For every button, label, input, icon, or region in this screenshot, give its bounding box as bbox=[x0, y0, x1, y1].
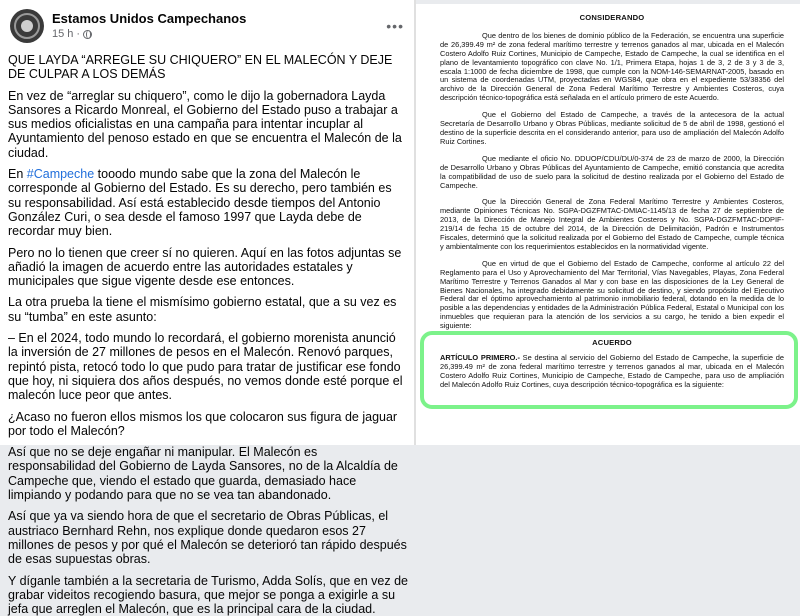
paragraph-rest: tooodo mundo sabe que la zona del Malecón le corresponde al Gobierno del Estado. Es su derecho, pero también es su responsabilidad. Así está establecido desde tiempos del Antonio González Curi, o sea desde el famoso 1997 que Layda debe de recordar muy bien. bbox=[8, 167, 392, 238]
globe-icon bbox=[83, 30, 92, 39]
header-text bbox=[52, 11, 386, 41]
post-paragraph: En vez de “arreglar su chiquero”, como le dijo la gobernadora Layda Sansores a Ricardo Monreal, el Gobierno del Estado puso a trabajar a sus medios oficialistas en una campaña para intentar incuplar al Ayuntamiento del penoso estado en que se encuentra el Malecón de la ciudad. bbox=[8, 89, 408, 160]
document-page bbox=[426, 6, 798, 445]
document-paragraph: Que mediante el oficio No. DDUOP/CDU/DU/0-374 de 23 de marzo de 2000, la Dirección de Desarrollo Urbano y Obras Públicas del Ayuntamiento de Campeche, emitió constancia que acredita la compatibilidad de uso de suelo para la solicitud de destino realizada por el Gobierno del Estado de Campeche. bbox=[440, 155, 784, 191]
post-paragraph: Pero no lo tienen que creer sí no quieren. Aquí en las fotos adjuntas se añadió la imagen de acuerdo entre las autoridades estatales y municipales que sigue vigente desde ese entonces. bbox=[8, 246, 408, 289]
acuerdo-heading: ACUERDO bbox=[440, 339, 784, 348]
article-text: Se destina al servicio del Gobierno del Estado de Campeche, la superficie de 26,399.49 m² de zona federal marítimo terrestre y terrenos ganados al mar, ubicada en el Malecón Costero Adolfo Ruiz Cortines, Municipio de Campeche, Estado de Campeche, para uso de ampliación del Malecón Adolfo Ruiz Cortines, cuya descripción técnico-topográfica es la siguiente: bbox=[440, 353, 784, 389]
post-paragraph: Y díganle también a la secretaria de Turismo, Adda Solís, que en vez de grabar videitos recogiendo basura, que mejor se ponga a exigirle a su jefa que arreglen el Malecón, que es la principal cara de la ciudad. bbox=[8, 574, 408, 616]
post-time[interactable]: 15 h bbox=[52, 27, 73, 41]
avatar-core bbox=[21, 20, 33, 32]
paragraph-prefix: En bbox=[8, 167, 27, 181]
post-paragraph bbox=[8, 167, 408, 238]
meta-separator: · bbox=[76, 27, 80, 41]
page-name-link[interactable]: Estamos Unidos Campechanos bbox=[52, 11, 386, 27]
document-paragraph: Que dentro de los bienes de dominio público de la Federación, se encuentra una superficie de 26,399.49 m² de zona federal marítimo terrestre y terrenos ganados al mar, ubicada en el Malecón Costero Adolfo Ruiz Cortines, Municipio de Campeche, Estado de Campeche, la cual se identifica en el plano de levantamiento topográfico con clave No. 1/1, Primera Etapa, hojas 1 de 3, 2 de 3 y 3 de 3, escala 1:1000 de fecha diciembre de 1998, que cumple con la NOM-146-SEMARNAT-2005, basado en un sistema de coordenadas UTM, proyectadas en WGS84, que obra en el expediente 53/38356 del archivo de la Dirección General de Zona Federal Marítimo Terrestre y Ambientes Costeros, cuya descripción técnico-topográfica está señalada en el artículo primero de este Acuerdo. bbox=[440, 32, 784, 103]
post-paragraph: – En el 2024, todo mundo lo recordará, el gobierno morenista anunció la inversión de 27 millones de pesos en el Malecón. Renovó parques, repintó pista, retocó todo lo que pudo para tratar de justificar ese fondo que hoy, ni siquiera dos años después, no vemos donde esté porque el malecón luce peor que antes. bbox=[8, 331, 408, 402]
hashtag-link[interactable]: #Campeche bbox=[27, 167, 94, 181]
post-title: QUE LAYDA “ARREGLE SU CHIQUERO” EN EL MALECÓN Y DEJE DE CULPAR A LOS DEMÁS bbox=[8, 53, 408, 82]
acuerdo-article bbox=[440, 354, 784, 390]
post-paragraph: ¿Acaso no fueron ellos mismos los que colocaron sus figura de jaguar por todo el Malecón? bbox=[8, 410, 408, 439]
article-label: ARTÍCULO PRIMERO.- bbox=[440, 353, 520, 362]
attached-document-image[interactable] bbox=[416, 0, 800, 445]
document-paragraph: Que el Gobierno del Estado de Campeche, a través de la antecesora de la actual Secretaría de Desarrollo Urbano y Obras Públicas, mediante solicitud de 5 de abril de 1998, gestionó el destino de la superficie descrita en el considerando anterior, para uso de ampliación del Malecón Adolfo Ruiz Cortines. bbox=[440, 111, 784, 147]
post-header bbox=[8, 8, 408, 44]
facebook-post bbox=[0, 0, 416, 445]
post-paragraph: La otra prueba la tiene el mismísimo gobierno estatal, que a su vez es su “tumba” en este asunto: bbox=[8, 295, 408, 324]
document-paragraph: Que la Dirección General de Zona Federal Marítimo Terrestre y Ambientes Costeros, mediante Opiniones Técnicas No. SGPA-DGZFMTAC-DMIAC-1145/13 de fecha 27 de septiembre de 2013, de la Dirección de Manejo Integral de Ambientes Costeros y No. SGPA-DGZFMTAC-DDPIF-219/14 de fecha 15 de octubre del 2014, de la Dirección de Delimitación, Padrón e Instrumentos Fiscales, determinó que la solicitud realizada por el Gobierno del Estado de Campeche, cumple técnica y ambientalmente con los requerimientos establecidos en la normatividad vigente. bbox=[440, 198, 784, 251]
post-paragraph: Así que ya va siendo hora de que el secretario de Obras Públicas, el austriaco Bernhard Rehn, nos explique donde quedaron esos 27 millones de pesos y por qué el Malecón se deterioró tan rápido después de esas supuestas obras. bbox=[8, 509, 408, 566]
post-meta bbox=[52, 27, 386, 41]
avatar[interactable] bbox=[10, 9, 44, 43]
document-border bbox=[416, 0, 800, 4]
ellipsis-icon[interactable]: ••• bbox=[386, 18, 404, 34]
considerando-heading: CONSIDERANDO bbox=[440, 14, 784, 23]
post-body bbox=[8, 53, 408, 616]
post-paragraph: Así que no se deje engañar ni manipular. El Malecón es responsabilidad del Gobierno de Layda Sansores, no de la Alcaldía de Campeche que, viendo el estado que guarda, demasiado hace limpiando y podando para que no se vea tan abandonado. bbox=[8, 445, 408, 502]
document-paragraph: Que en virtud de que el Gobierno del Estado de Campeche, conforme al artículo 22 del Reglamento para el Uso y Aprovechamiento del Mar Territorial, Vías Navegables, Playas, Zona Federal Marítimo Terrestre y Terrenos Ganados al Mar y con base en las disposiciones de la Ley General de Bienes Nacionales, ha integrado debidamente su solicitud de destino, y siendo propósito del Ejecutivo Federal dar el óptimo aprovechamiento al patrimonio inmobiliario federal, dotando en la medida de lo posible a las dependencias y entidades de la Administración Pública Federal, Estatal o Municipal con los inmuebles que requieran para la atención de los servicios a su cargo, he tenido a bien expedir el siguiente: bbox=[440, 260, 784, 331]
